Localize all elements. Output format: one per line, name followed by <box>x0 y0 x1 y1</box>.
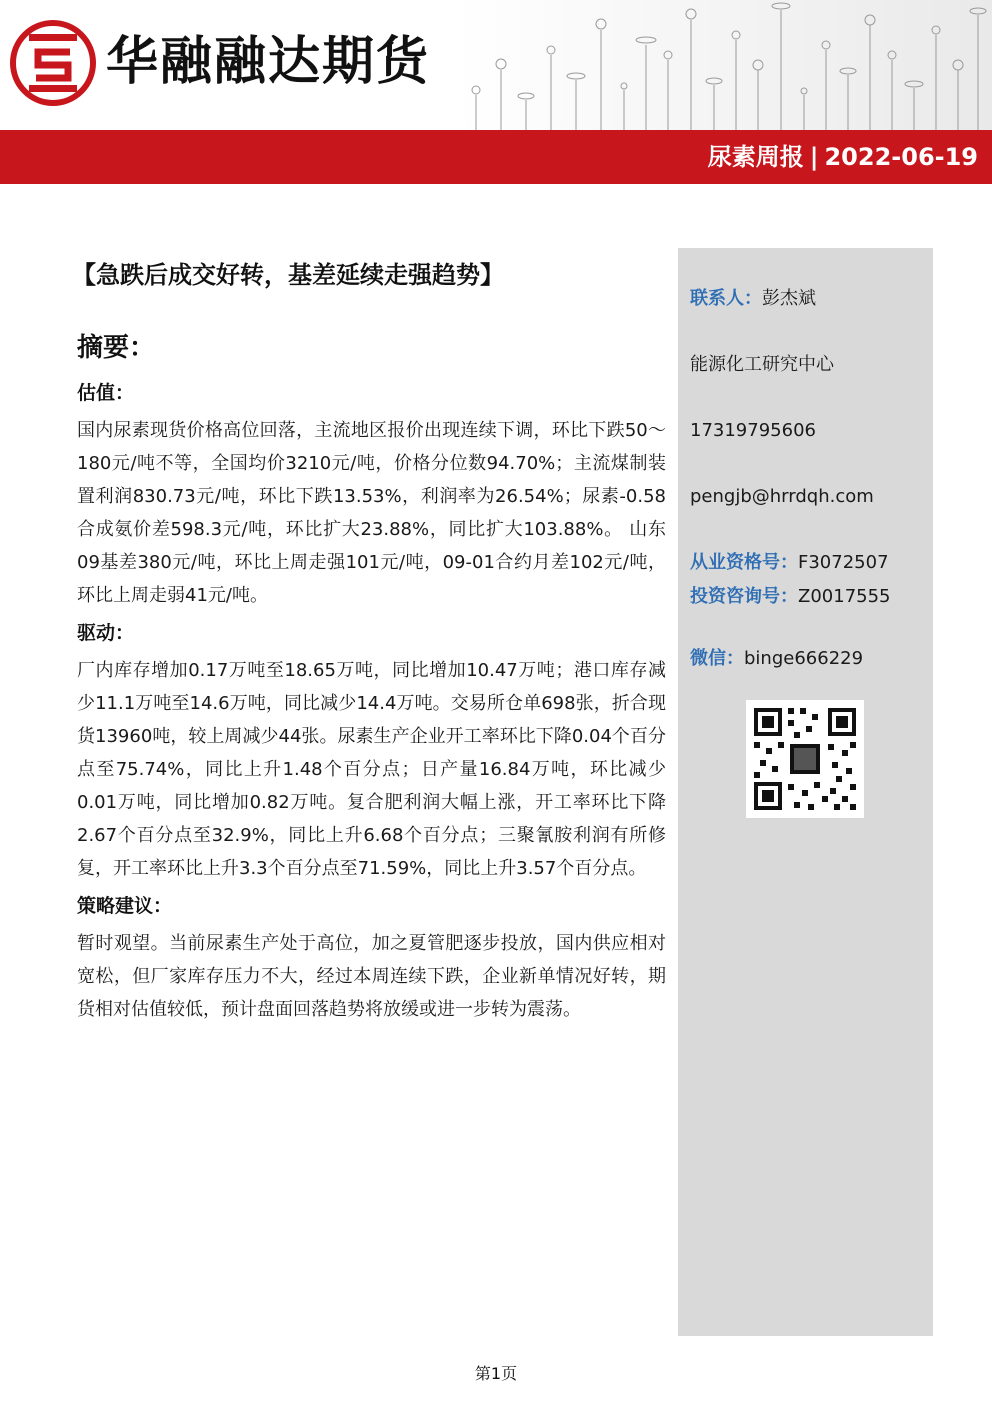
qualification-line <box>690 548 889 578</box>
section-heading: 估值： <box>77 382 135 404</box>
report-date: 2022-06-19 <box>824 143 978 171</box>
section-paragraph: 暂时观望。当前尿素生产处于高位，加之夏管肥逐步投放，国内供应相对宽松，但厂家库存压力不大，经过本周连续下跌，企业新单情况好转，期货相对估值较低，预计盘面回落趋势将放缓或进一步转为震荡。 <box>77 933 666 1020</box>
report-title: 【急跌后成交好转，基差延续走强趋势】 <box>72 261 504 289</box>
email[interactable]: pengjb@hrrdqh.com <box>690 486 874 507</box>
consulting-no: Z0017555 <box>798 586 891 607</box>
company-logo-icon <box>10 20 96 106</box>
main-content <box>77 378 666 1032</box>
section-strategy <box>77 891 666 1026</box>
contact-label: 联系人： <box>690 288 762 309</box>
section-heading: 策略建议： <box>77 895 173 917</box>
wechat-label: 微信： <box>690 648 744 669</box>
report-type: 尿素周报 <box>707 143 804 171</box>
brand-name: 华融融达期货 <box>106 32 431 92</box>
wechat-id: binge666229 <box>744 648 864 669</box>
section-paragraph: 国内尿素现货价格高位回落，主流地区报价出现连续下调，环比下跌50～180元/吨不等，全国均价3210元/吨，价格分位数94.70%；主流煤制装置利润830.73元/吨，环比下跌13.53%，利润率为26.54%；尿素-0.58合成氨价差598.3元/吨，环比扩大23.88%，同比扩大103.88%。 山东09基差380元/吨，环比上周走强101元/吨，09-01合约月差102元/吨，环比上周走弱41元/吨。 <box>77 420 666 606</box>
abstract-heading: 摘要： <box>77 333 156 363</box>
wechat-line <box>690 644 863 674</box>
wechat-qr-code-icon <box>746 700 864 818</box>
report-tag <box>708 140 978 174</box>
contact-name: 彭杰斌 <box>762 288 816 309</box>
page-number: 第1页 <box>474 1364 518 1383</box>
phone: 17319795606 <box>690 420 816 441</box>
qualification-label: 从业资格号： <box>690 552 798 573</box>
section-drivers <box>77 618 666 885</box>
contact-sidebar <box>678 248 933 1336</box>
report-separator: | <box>809 143 819 171</box>
section-valuation <box>77 378 666 612</box>
consulting-label: 投资咨询号： <box>690 586 798 607</box>
contact-line <box>690 284 816 314</box>
header-decoration <box>456 0 992 130</box>
department: 能源化工研究中心 <box>690 354 834 375</box>
section-paragraph: 厂内库存增加0.17万吨至18.65万吨，同比增加10.47万吨；港口库存减少11.1万吨至14.6万吨，同比减少14.4万吨。交易所仓单698张，折合现货13960吨，较上周减少44张。尿素生产企业开工率环比下降0.04个百分点至75.74%，同比上升1.48个百分点；日产量16.84万吨，环比减少0.01万吨，同比增加0.82万吨。复合肥利润大幅上涨，开工率环比下降2.67个百分点至32.9%，同比上升6.68个百分点；三聚氰胺利润有所修复，开工率环比上升3.3个百分点至71.59%，同比上升3.57个百分点。 <box>77 660 666 879</box>
company-logo <box>10 18 450 110</box>
consulting-line <box>690 582 891 612</box>
qualification-no: F3072507 <box>798 552 889 573</box>
section-heading: 驱动： <box>77 622 135 644</box>
